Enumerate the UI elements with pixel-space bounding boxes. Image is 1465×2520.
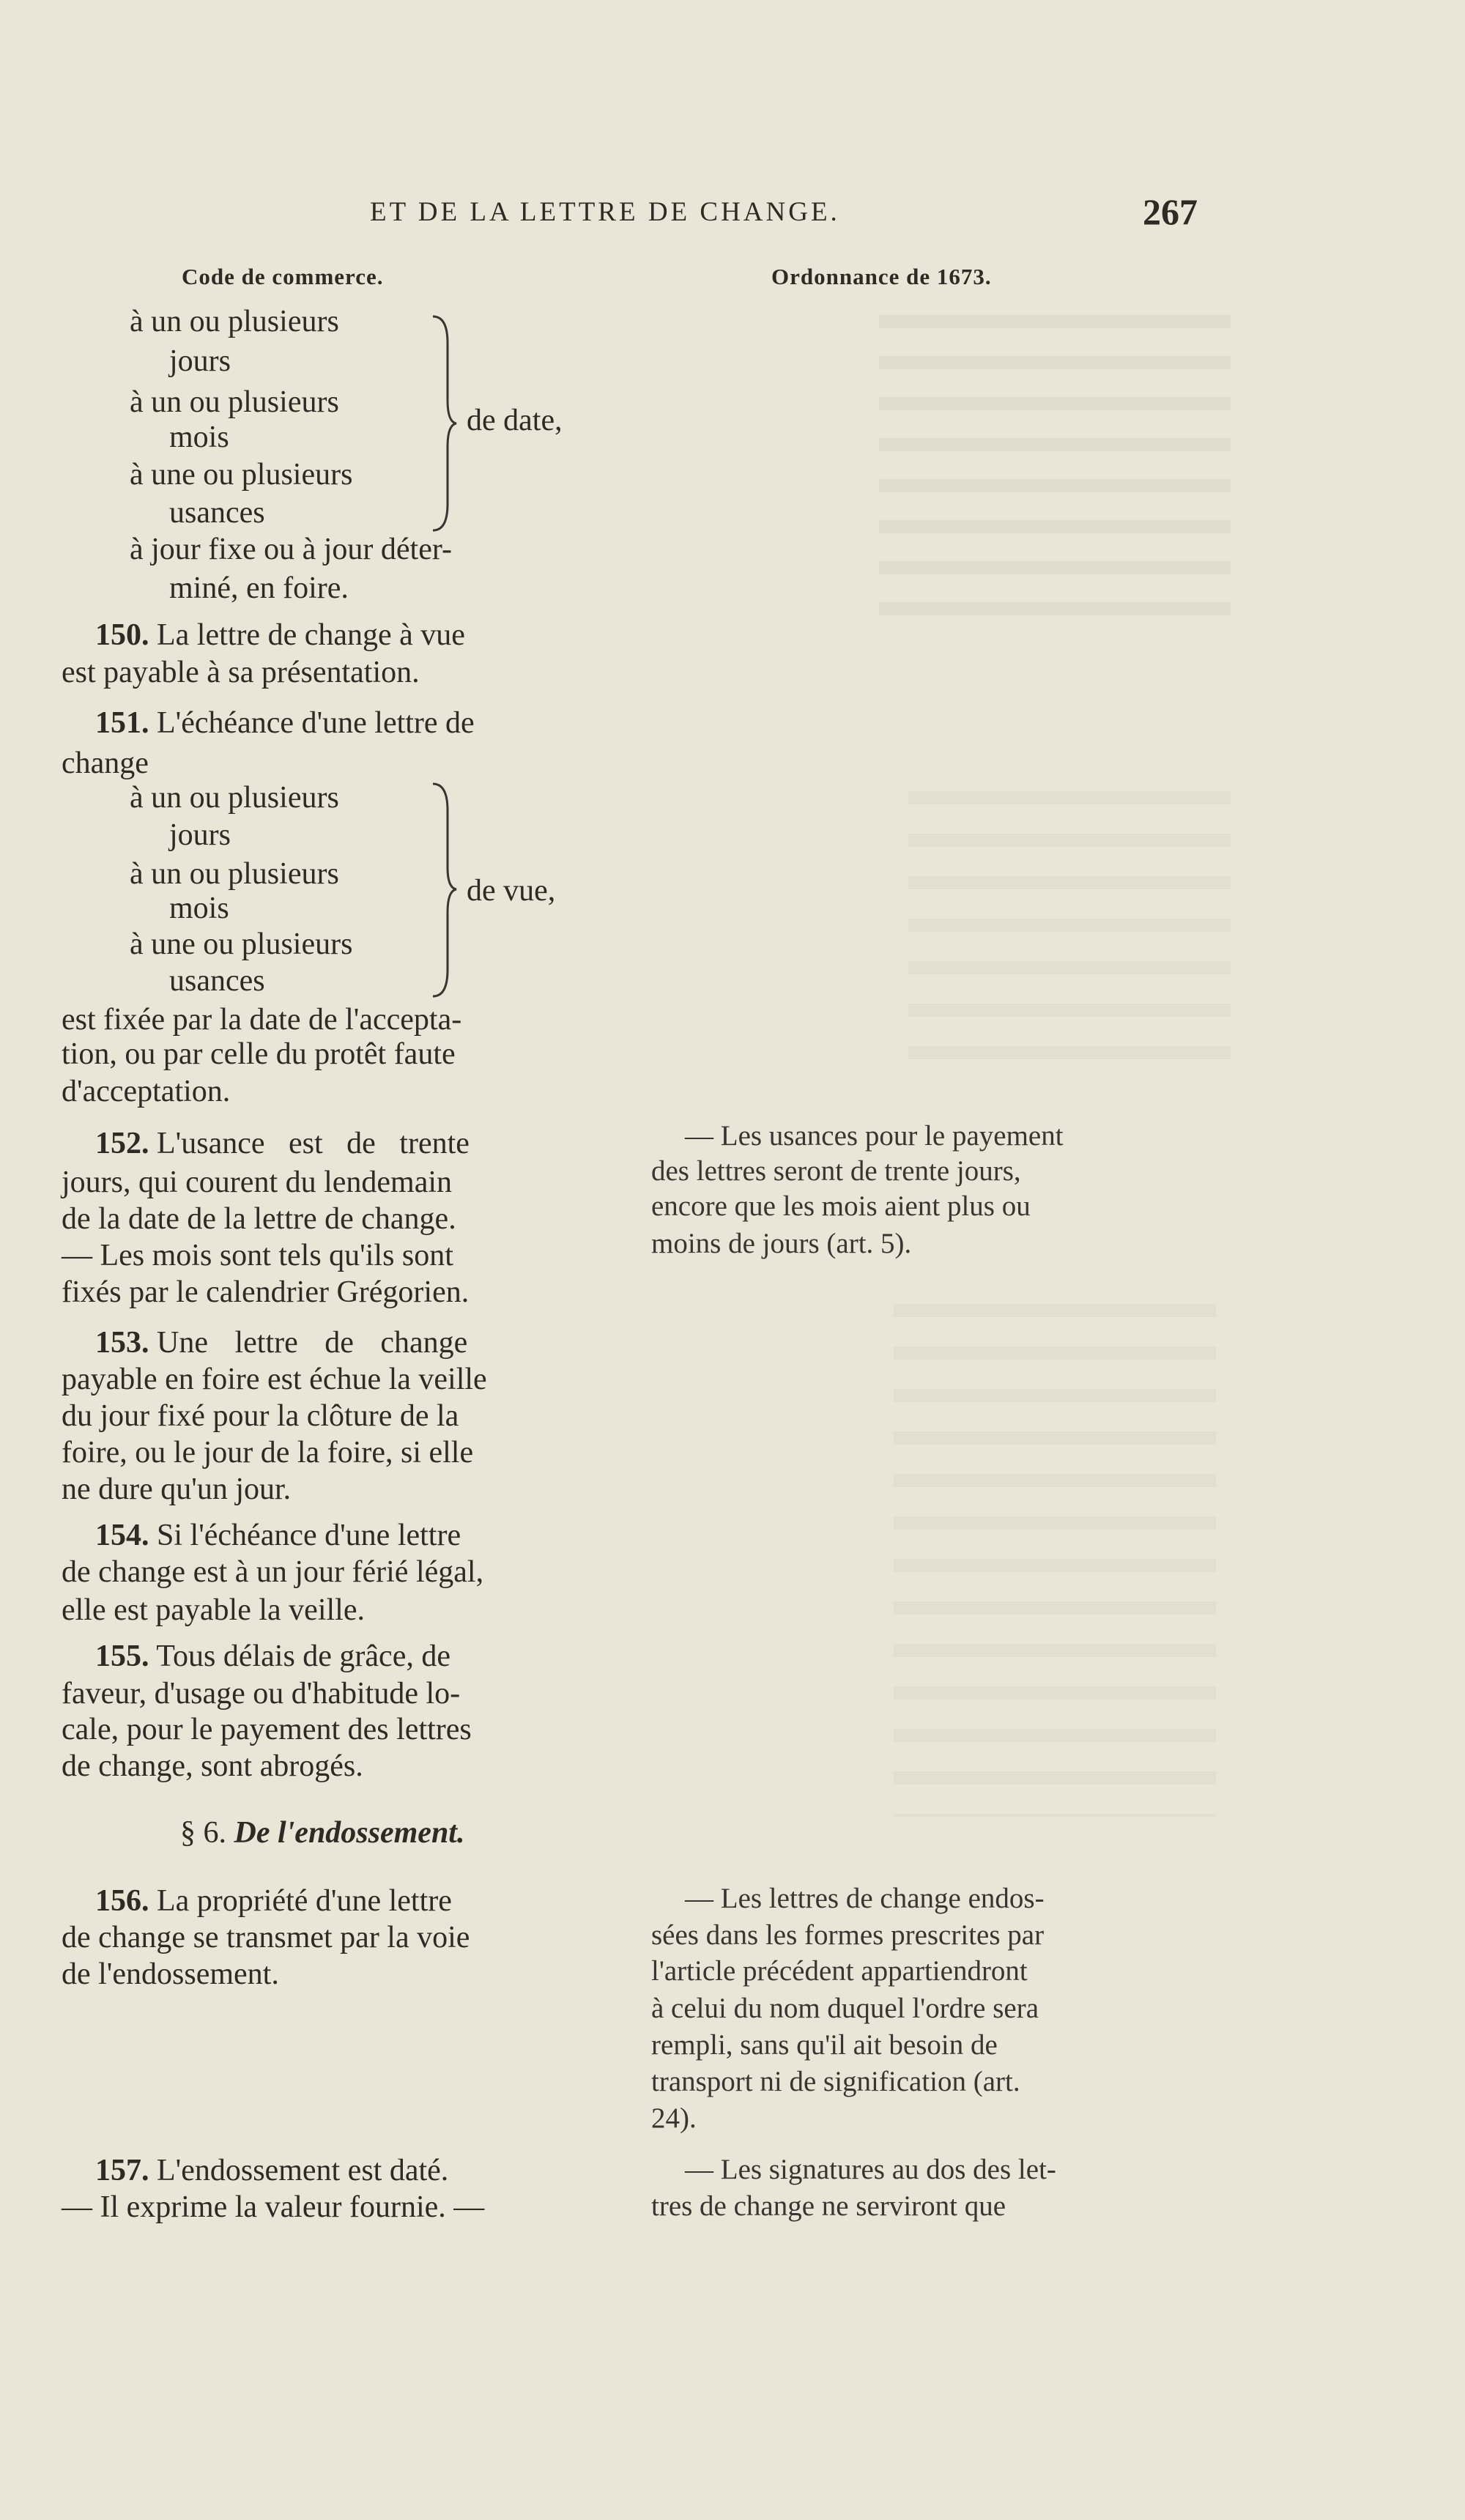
article-153-line: du jour fixé pour la clôture de la <box>62 1399 459 1433</box>
article-text: La propriété d'une lettre <box>157 1884 452 1918</box>
article-number: 153. <box>95 1326 149 1360</box>
article-157-line: — Il exprime la valeur fournie. — <box>62 2190 485 2224</box>
article-155-line <box>95 1641 450 1672</box>
text-line: est fixée par la date de l'accepta- <box>62 1003 462 1037</box>
bleed-through-texture <box>894 1304 1216 1817</box>
brace-line: à une ou plusieurs <box>130 927 353 961</box>
brace-suffix: de date, <box>467 404 563 437</box>
section-number: § 6. <box>180 1816 226 1850</box>
text-line: à jour fixe ou à jour déter- <box>130 533 452 566</box>
article-155-line: cale, pour le payement des lettres <box>62 1713 472 1746</box>
article-text: Tous délais de grâce, de <box>156 1639 450 1673</box>
ordonnance-paragraph-line: sées dans les formes prescrites par <box>651 1919 1045 1951</box>
article-text: L'endossement est daté. <box>157 2154 449 2187</box>
article-153-line: ne dure qu'un jour. <box>62 1472 292 1506</box>
article-154-line <box>95 1520 461 1551</box>
left-column-title: Code de commerce. <box>182 264 384 289</box>
article-150-line: est payable à sa présentation. <box>62 656 420 689</box>
article-text: Une lettre de change <box>157 1326 468 1360</box>
brace-line: usances <box>169 964 265 998</box>
brace-suffix: de vue, <box>467 874 556 908</box>
article-number: 155. <box>95 1639 149 1673</box>
section-title: De l'endossement. <box>234 1816 465 1850</box>
article-152-line: — Les mois sont tels qu'ils sont <box>62 1239 453 1272</box>
brace-line: à un ou plusieurs <box>130 305 339 338</box>
text-line: d'acceptation. <box>62 1075 231 1108</box>
article-156-line: de change se transmet par la voie <box>62 1921 470 1954</box>
section-heading <box>180 1817 464 1848</box>
article-156-line <box>95 1886 452 1916</box>
article-156-line: de l'endossement. <box>62 1957 279 1991</box>
brace-line: à un ou plusieurs <box>130 857 339 891</box>
text-line: tion, ou par celle du protêt faute <box>62 1037 456 1071</box>
article-153-line: foire, ou le jour de la foire, si elle <box>62 1436 474 1470</box>
brace-line: à une ou plusieurs <box>130 458 353 492</box>
brace-line: mois <box>169 892 229 925</box>
brace-line: jours <box>169 818 231 852</box>
ordonnance-paragraph-line: — Les signatures au dos des let- <box>685 2154 1056 2185</box>
article-150-line <box>95 620 465 651</box>
running-title: ET DE LA LETTRE DE CHANGE. <box>370 197 840 227</box>
article-text: La lettre de change à vue <box>157 618 465 652</box>
right-brace <box>429 314 458 533</box>
article-text: Si l'échéance d'une lettre <box>157 1519 461 1552</box>
text-line: miné, en foire. <box>169 571 349 605</box>
article-157-line <box>95 2155 448 2186</box>
ordonnance-paragraph-line: moins de jours (art. 5). <box>651 1228 912 1259</box>
ordonnance-paragraph-line: transport ni de signification (art. <box>651 2066 1020 2097</box>
article-152-line <box>95 1128 608 1159</box>
article-number: 156. <box>95 1884 149 1918</box>
article-155-line: faveur, d'usage ou d'habitude lo- <box>62 1677 461 1711</box>
article-number: 154. <box>95 1519 149 1552</box>
ordonnance-paragraph-line: l'article précédent appartiendront <box>651 1955 1028 1987</box>
article-154-line: de change est à un jour férié légal, <box>62 1555 484 1589</box>
article-152-line: de la date de la lettre de change. <box>62 1202 456 1236</box>
article-153-line: payable en foire est échue la veille <box>62 1363 487 1396</box>
right-column-title: Ordonnance de 1673. <box>771 264 992 289</box>
brace-line: à un ou plusieurs <box>130 781 339 815</box>
article-text: L'échéance d'une lettre de <box>157 706 475 740</box>
article-152-line: jours, qui courent du lendemain <box>62 1166 453 1199</box>
article-number: 151. <box>95 706 149 740</box>
ordonnance-paragraph-line: — Les lettres de change endos- <box>685 1883 1045 1914</box>
article-154-line: elle est payable la veille. <box>62 1593 365 1627</box>
ordonnance-paragraph-line: tres de change ne serviront que <box>651 2190 1006 2222</box>
ordonnance-paragraph-line: 24). <box>651 2102 697 2134</box>
ordonnance-paragraph-line: des lettres seront de trente jours, <box>651 1155 1021 1187</box>
ordonnance-paragraph-line: — Les usances pour le payement <box>685 1120 1064 1152</box>
article-155-line: de change, sont abrogés. <box>62 1749 363 1783</box>
brace-line: jours <box>169 344 231 378</box>
ordonnance-paragraph-line: encore que les mois aient plus ou <box>651 1190 1031 1222</box>
ordonnance-paragraph-line: à celui du nom duquel l'ordre sera <box>651 1993 1039 2024</box>
right-brace <box>429 781 458 999</box>
article-153-line <box>95 1327 467 1358</box>
brace-line: à un ou plusieurs <box>130 385 339 419</box>
brace-line: usances <box>169 496 265 530</box>
article-text: L'usance est de trente <box>157 1127 470 1160</box>
bleed-through-texture <box>879 315 1231 623</box>
brace-line: mois <box>169 420 229 454</box>
article-number: 152. <box>95 1127 149 1160</box>
article-151-line <box>95 708 475 738</box>
article-number: 157. <box>95 2154 149 2187</box>
ordonnance-paragraph-line: rempli, sans qu'il ait besoin de <box>651 2029 998 2061</box>
page-number: 267 <box>1143 191 1198 232</box>
article-number: 150. <box>95 618 149 652</box>
article-152-line: fixés par le calendrier Grégorien. <box>62 1275 470 1309</box>
article-151-line: change <box>62 746 149 780</box>
bleed-through-texture <box>908 791 1231 1070</box>
